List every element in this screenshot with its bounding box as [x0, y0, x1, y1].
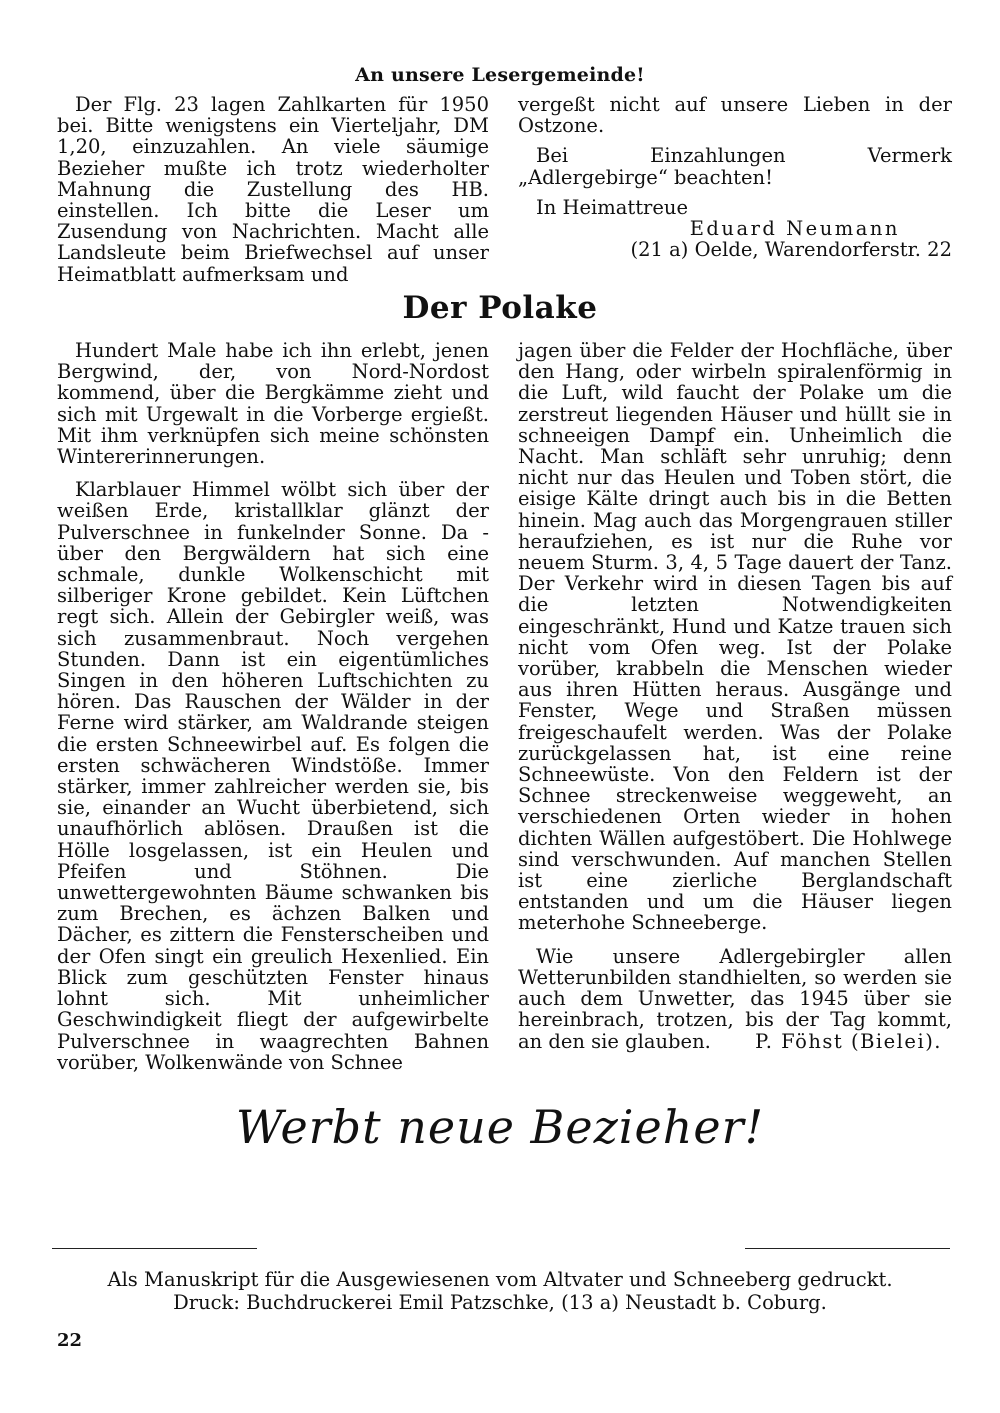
divider-right — [745, 1248, 950, 1249]
article-left-paragraph-1: Hundert Male habe ich ihn erlebt, jenen Bergwind, der, von Nord-Nordost kommend, über die Bergkämme zieht und sich mit Urgewalt in die Vorberge ergießt. Mit ihm verknüpfen sich meine schönsten Wintererinnerungen. — [57, 339, 489, 469]
article-author: P. Föhst (Bielei). — [755, 1029, 942, 1053]
notice-right-text-1: vergeßt nicht auf unsere Lieben in der Ostzone. — [518, 93, 952, 138]
notice-right-text-2: Bei Einzahlungen Vermerk „Adlergebirge“ beachten! — [518, 144, 952, 189]
article-left-column — [57, 340, 489, 1073]
article-title: Der Polake — [402, 290, 598, 326]
notice-left-column — [57, 94, 489, 285]
notice-greeting: In Heimattreue — [536, 195, 688, 219]
notice-right-column — [518, 94, 952, 260]
footer-line-2: Druck: Buchdruckerei Emil Patzschke, (13 a) Neustadt b. Coburg. — [173, 1291, 827, 1314]
page-number: 22 — [57, 1330, 83, 1351]
slogan: Werbt neue Bezieher! — [235, 1100, 765, 1154]
notice-signature-name: Eduard Neumann — [689, 217, 900, 241]
footer-line-1: Als Manuskript für die Ausgewiesenen vom Altvater und Schneeberg gedruckt. — [107, 1268, 893, 1291]
notice-signature-address: (21 a) Oelde, Warendorferstr. 22 — [630, 238, 952, 262]
notice-heading: An unsere Lesergemeinde! — [355, 64, 645, 86]
divider-left — [52, 1248, 257, 1249]
article-right-column — [518, 340, 952, 1052]
article-left-paragraph-2: Klarblauer Himmel wölbt sich über der weißen Erde, kristallklar glänzt der Pulverschnee in funkelnder Sonne. Da - über den Bergwäldern hat sich eine schmale, dunkle Wolkenschicht mit silberiger Krone gebildet. Kein Lüftchen regt sich. Allein der Gebirgler weiß, was sich zusammenbraut. Noch vergehen Stunden. Dann ist ein eigentümliches Singen in den höheren Luftschichten zu hören. Das Rauschen der Wälder in der Ferne wird stärker, am Waldrande steigen die ersten Schneewirbel auf. Es folgen die ersten schwächeren Windstöße. Immer stärker, immer zahlreicher werden sie, bis sie, einander an Wucht überbietend, sich unaufhörlich ablösen. Draußen ist die Hölle losgelassen, ist ein Heulen und Pfeifen und Stöhnen. Die unwettergewohnten Bäume schwanken bis zum Brechen, es ächzen Balken und Dächer, es zittern die Fensterscheiben und der Ofen singt ein greulich Hexenlied. Ein Blick zum geschützten Fenster hinaus lohnt sich. Mit unheimlicher Geschwindigkeit fliegt der aufgewirbelte Pulverschnee in waagrechten Bahnen vorüber, Wolkenwände von Schnee — [57, 478, 489, 1074]
article-right-paragraph-2: Wie unsere Adlergebirgler allen Wetterunbilden standhielten, so werden sie auch dem Unwetter, das 1945 über sie hereinbrach, trotzen, bis der Tag kommt, an den sie glauben. — [518, 944, 952, 1053]
article-right-paragraph-1: jagen über die Felder der Hochfläche, über den Hang, oder wirbeln spiralenförmig in die Luft, wild faucht der Polake um die zerstreut liegenden Häuser und hüllt sie in schneeigen Dampf ein. Unheimlich die Nacht. Man schläft sehr unruhig; denn nicht nur das Heulen und Toben stört, die eisige Kälte dringt auch bis in die Betten hinein. Mag auch das Morgengrauen stiller heraufziehen, es ist nur die Ruhe vor neuem Sturm. 3, 4, 5 Tage dauert der Tanz. Der Verkehr wird in diesen Tagen bis auf die letzten Notwendigkeiten eingeschränkt, Hund und Katze trauen sich nicht vom Ofen weg. Ist der Polake vorüber, krabbeln die Menschen wieder aus ihren Hütten heraus. Ausgänge und Fenster, Wege und Straßen müssen freigeschaufelt werden. Was der Polake zurückgelassen hat, ist eine reine Schneewüste. Von den Feldern ist der Schnee streckenweise weggeweht, an verschiedenen Orten wieder in hohen dichten Wällen aufgestöbert. Die Hohlwege sind verschwunden. Auf manchen Stellen ist eine zierliche Berglandschaft entstanden und um die Häuser liegen meterhohe Schneeberge. — [518, 339, 952, 935]
notice-left-text: Der Flg. 23 lagen Zahlkarten für 1950 bei. Bitte wenigstens ein Vierteljahr, DM 1,20, einzuzahlen. An viele säumige Bezieher mußte ich trotz wiederholter Mahnung die Zustellung des HB. einstellen. Ich bitte die Leser um Zusendung von Nachrichten. Macht alle Landsleute beim Briefwechsel auf unser Heimatblatt aufmerksam und — [57, 93, 489, 286]
